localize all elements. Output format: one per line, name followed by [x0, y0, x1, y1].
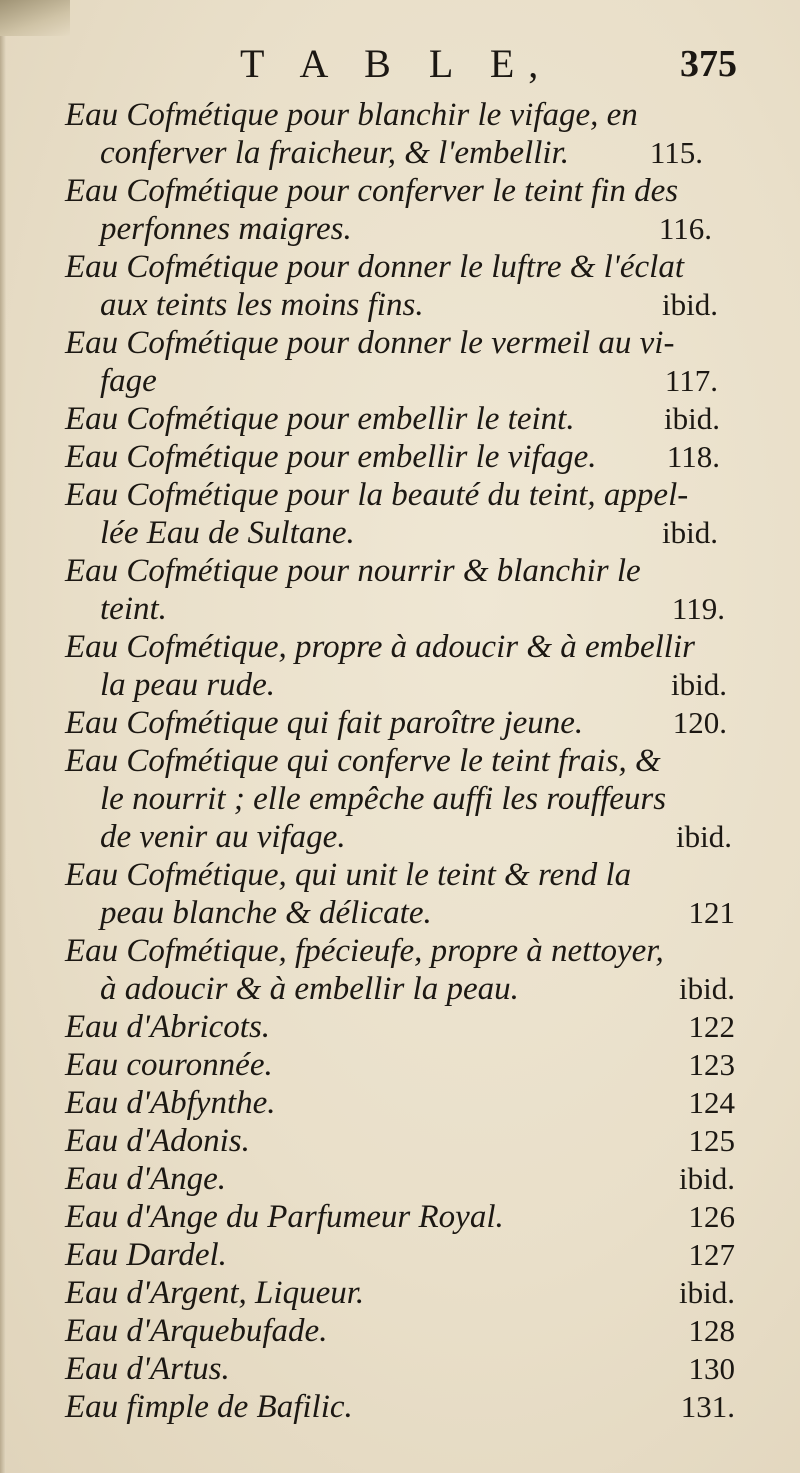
index-line: Eau Cofmétique pour blanchir le vifage, en [65, 97, 638, 133]
index-line: peau blanche & délicate. 121 [100, 895, 735, 931]
index-line: Eau Cofmétique pour embellir le vifage. 118. [65, 439, 720, 475]
index-entries [0, 96, 800, 1426]
index-line: la peau rude. ibid. [100, 667, 727, 703]
index-line: fage 117. [100, 363, 718, 399]
index-line: lée Eau de Sultane. ibid. [100, 515, 718, 551]
index-line: Eau couronnée. 123 [65, 1047, 735, 1083]
index-line: le nourrit ; elle empêche auffi les rouffeurs [100, 781, 667, 817]
index-line: Eau Cofmétique, qui unit le teint & rend la [65, 857, 632, 893]
index-line: teint. 119. [100, 591, 725, 627]
index-line: Eau Cofmétique qui fait paroître jeune. 120. [65, 705, 727, 741]
index-line: conferver la fraicheur, & l'embellir. 115. [100, 135, 703, 171]
index-line: Eau d'Artus. 130 [65, 1351, 735, 1387]
index-line: perfonnes maigres. 116. [100, 211, 712, 247]
index-line: Eau Cofmétique pour conferver le teint fin des [65, 173, 679, 209]
index-line: Eau Cofmétique pour nourrir & blanchir le [65, 553, 641, 589]
index-line: Eau d'Arquebufade. 128 [65, 1313, 735, 1349]
index-line: Eau Cofmétique pour embellir le teint. ibid. [65, 401, 720, 437]
page-number: 375 [680, 43, 737, 85]
index-line: aux teints les moins fins. ibid. [100, 287, 718, 323]
index-line: Eau Cofmétique pour la beauté du teint, appel- [65, 477, 689, 513]
page-corner-shadow [0, 0, 70, 36]
index-line: Eau Cofmétique pour donner le luftre & l'éclat [65, 249, 684, 285]
running-title: T A B L E, [240, 41, 553, 86]
index-line: Eau d'Abfynthe. 124 [65, 1085, 735, 1121]
index-line: Eau d'Abricots. 122 [65, 1009, 735, 1045]
index-line: Eau Cofmétique pour donner le vermeil au vi- [65, 325, 675, 361]
index-line: Eau Cofmétique, propre à adoucir & à embellir [65, 629, 695, 665]
index-line: Eau Cofmétique, fpécieufe, propre à nettoyer, [65, 933, 664, 969]
index-line: Eau d'Argent, Liqueur. ibid. [65, 1275, 735, 1311]
index-line: à adoucir & à embellir la peau. ibid. [100, 971, 735, 1007]
index-line: Eau d'Ange du Parfumeur Royal. 126 [65, 1199, 735, 1235]
running-header [0, 40, 800, 86]
index-line: Eau d'Adonis. 125 [65, 1123, 735, 1159]
index-line: de venir au vifage. ibid. [100, 819, 732, 855]
index-line: Eau d'Ange. ibid. [65, 1161, 735, 1197]
index-line: Eau Cofmétique qui conferve le teint frais, & [65, 743, 661, 779]
index-line: Eau fimple de Bafilic. 131. [65, 1389, 735, 1425]
index-line: Eau Dardel. 127 [65, 1237, 735, 1273]
